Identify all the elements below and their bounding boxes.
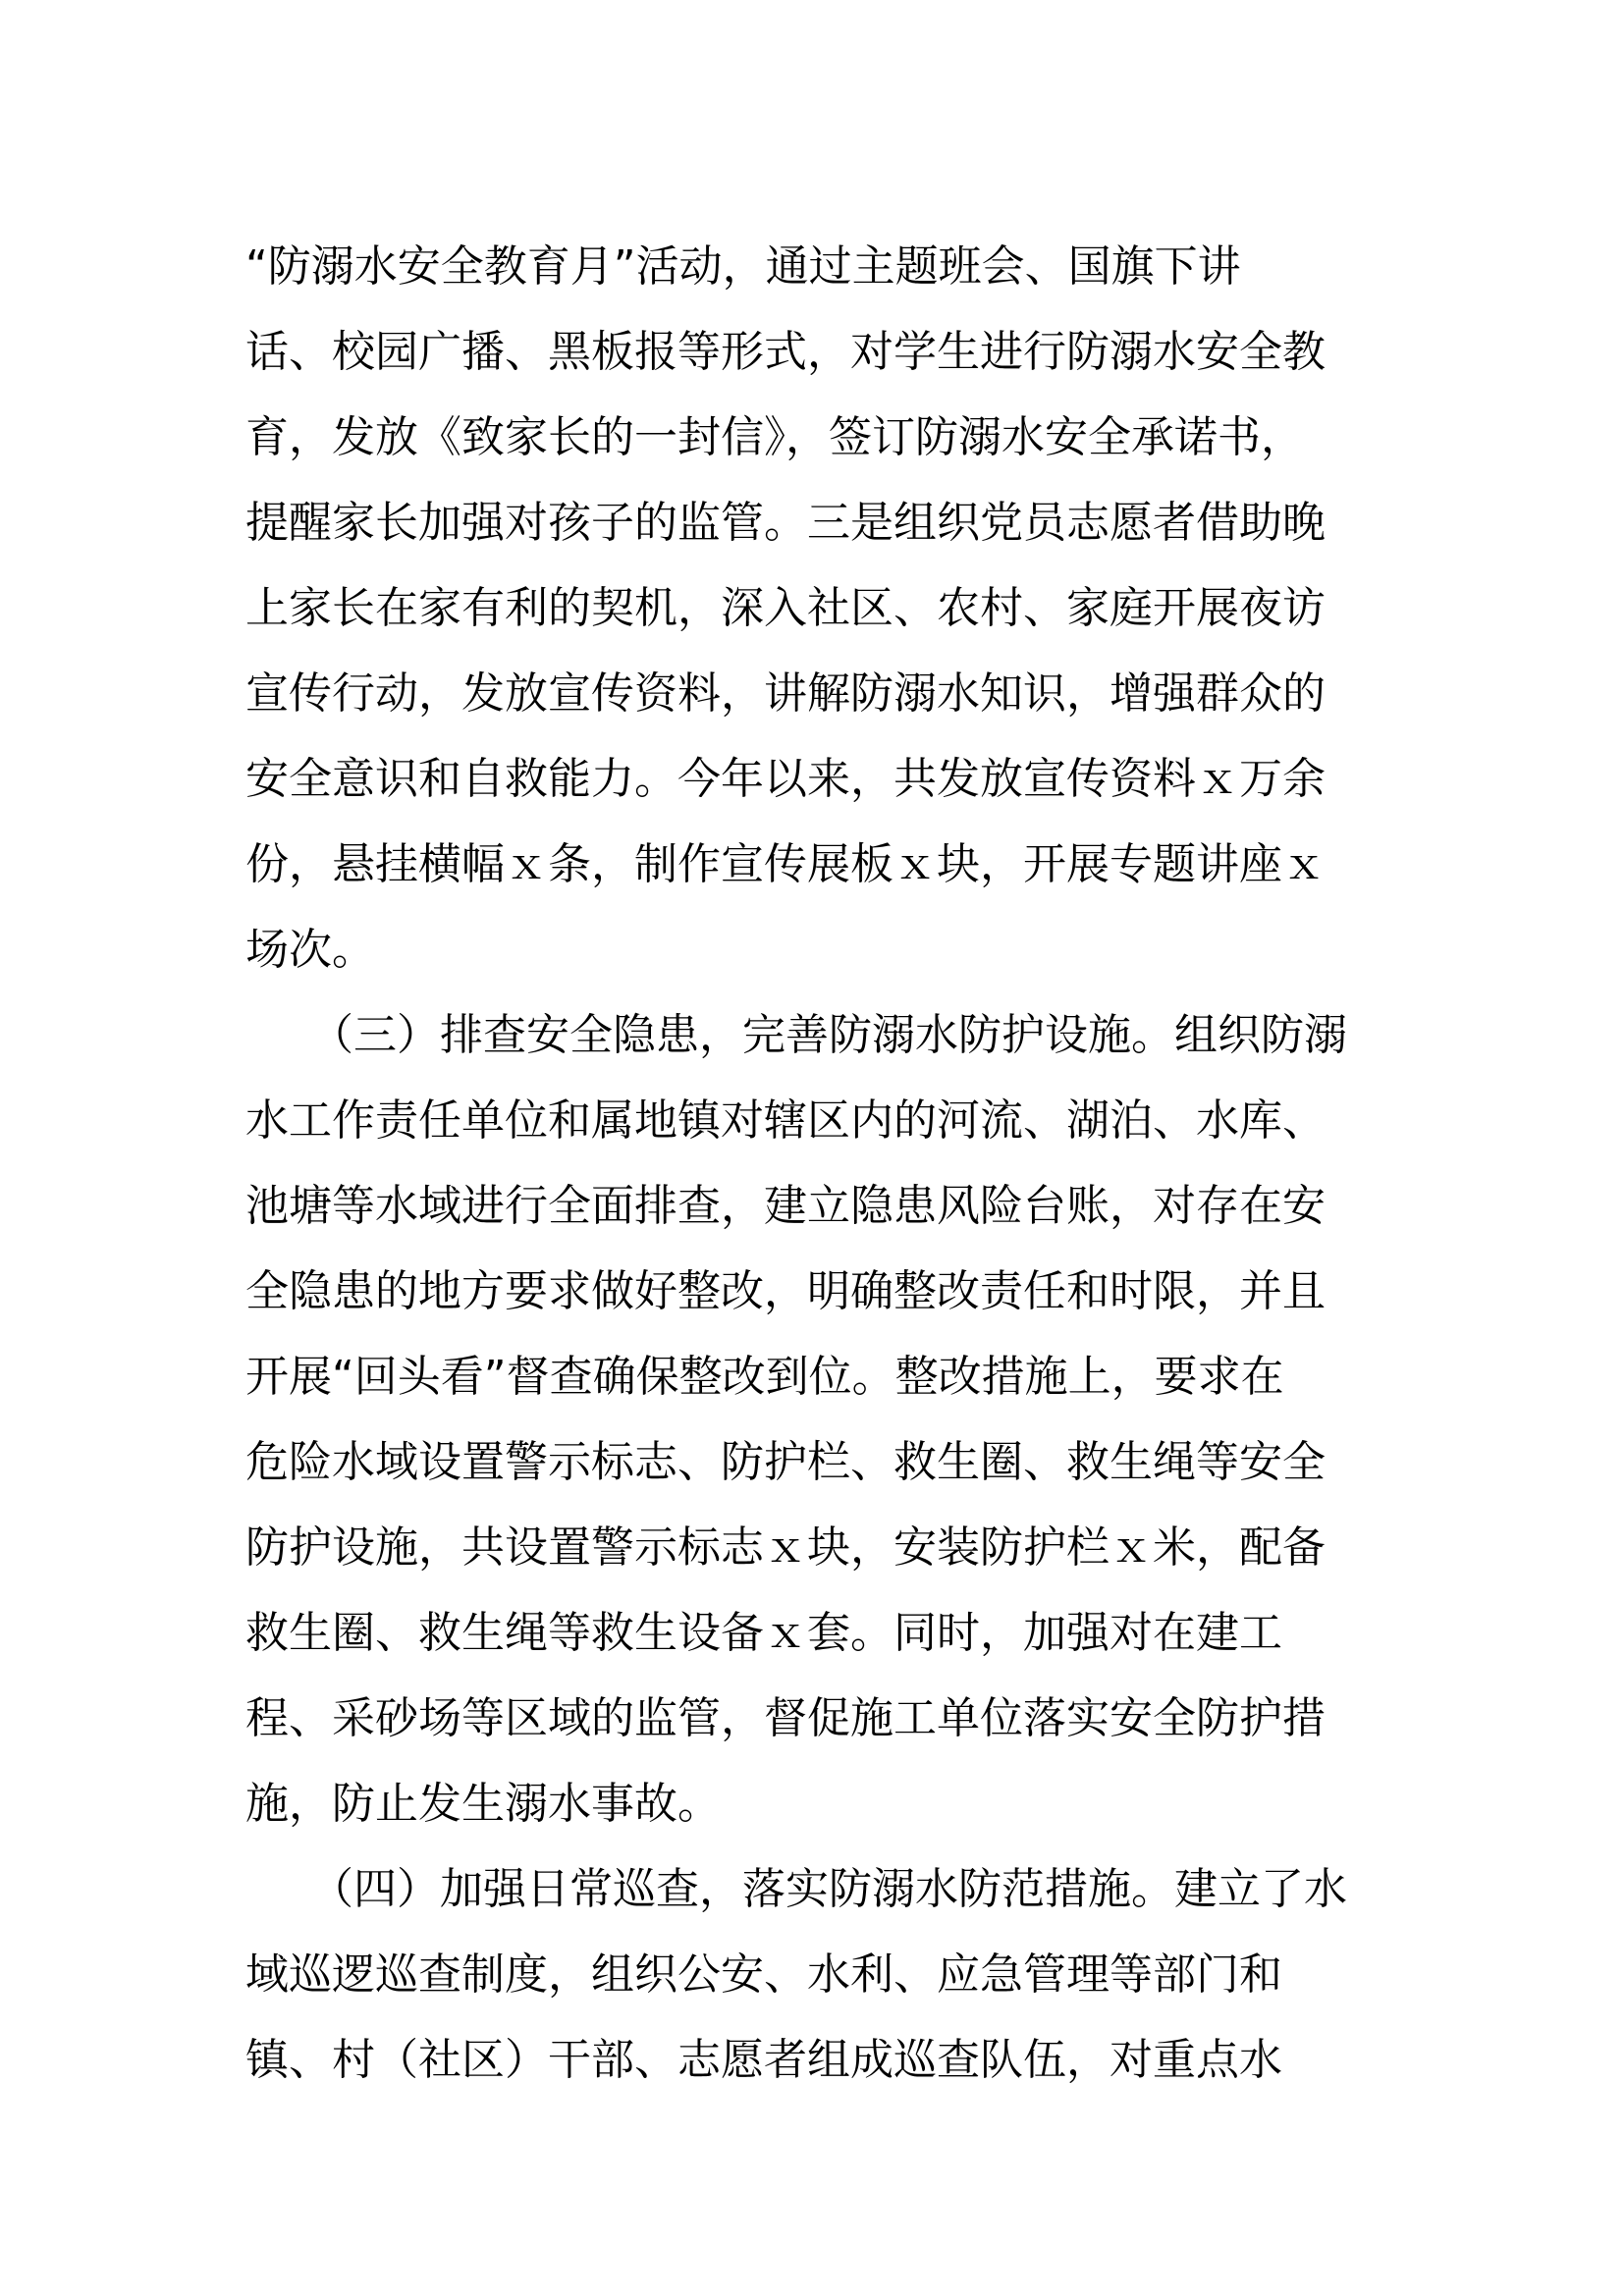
section-heading-line: （四）加强日常巡查，落实防溺水防范措施。建立了水: [245, 1864, 1347, 1914]
text-line: 育，发放《致家长的一封信》，签订防溺水安全承诺书，: [245, 412, 1304, 462]
text-line: 危险水域设置警示标志、防护栏、救生圈、救生绳等安全: [245, 1437, 1326, 1487]
text-line: 开展“回头看”督查确保整改到位。整改措施上，要求在: [245, 1352, 1284, 1402]
text-line: 话、校园广播、黑板报等形式，对学生进行防溺水安全教: [245, 327, 1326, 377]
text-line: 全隐患的地方要求做好整改，明确整改责任和时限，并且: [245, 1266, 1326, 1316]
text-line: 宣传行动，发放宣传资料，讲解防溺水知识，增强群众的: [245, 668, 1326, 719]
text-line: 救生圈、救生绳等救生设备ｘ套。同时，加强对在建工: [245, 1608, 1282, 1658]
text-line: 水工作责任单位和属地镇对辖区内的河流、湖泊、水库、: [245, 1095, 1326, 1146]
text-line: 安全意识和自救能力。今年以来，共发放宣传资料ｘ万余: [245, 754, 1326, 804]
text-line: 份，悬挂横幅ｘ条，制作宣传展板ｘ块，开展专题讲座ｘ: [245, 839, 1326, 889]
text-line: 上家长在家有利的契机，深入社区、农村、家庭开展夜访: [245, 583, 1326, 633]
text-line: 提醒家长加强对孩子的监管。三是组织党员志愿者借助晚: [245, 498, 1326, 548]
body-text: [245, 224, 1394, 2103]
text-line: 域巡逻巡查制度，组织公安、水利、应急管理等部门和: [245, 1949, 1282, 2000]
text-line: “防溺水安全教育月”活动，通过主题班会、国旗下讲: [245, 241, 1241, 292]
text-line: 防护设施，共设置警示标志ｘ块，安装防护栏ｘ米，配备: [245, 1522, 1326, 1573]
section-heading-line: （三）排查安全隐患，完善防溺水防护设施。组织防溺: [245, 1010, 1347, 1060]
text-line: 池塘等水域进行全面排查，建立隐患风险台账，对存在安: [245, 1181, 1326, 1231]
text-line: 场次。: [245, 925, 375, 975]
text-line: 程、采砂场等区域的监管，督促施工单位落实安全防护措: [245, 1693, 1326, 1743]
text-line: 镇、村（社区）干部、志愿者组成巡查队伍，对重点水: [245, 2035, 1282, 2085]
text-line: 施，防止发生溺水事故。: [245, 1779, 721, 1829]
